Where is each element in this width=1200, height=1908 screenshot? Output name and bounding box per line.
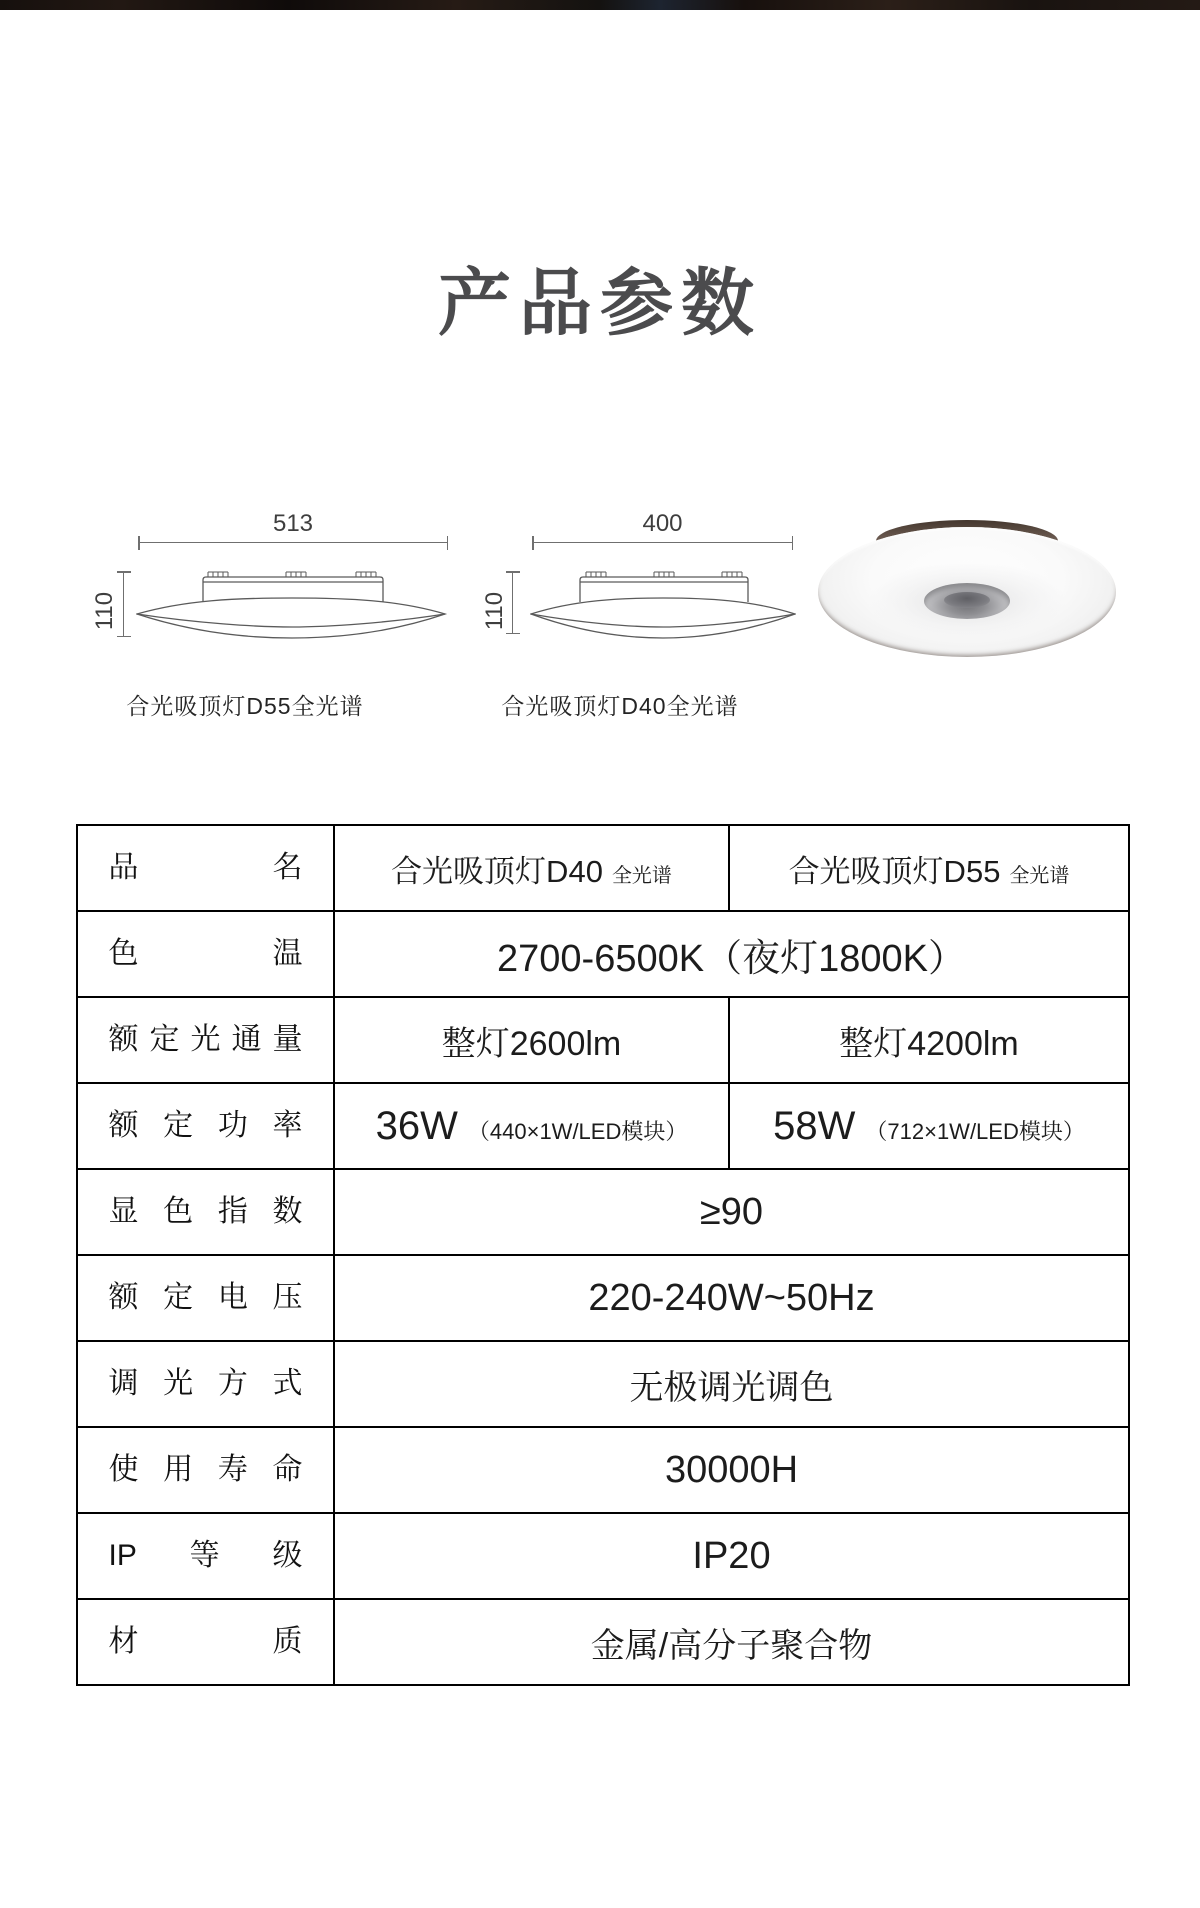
dimming-mode-value: 无极调光调色 xyxy=(629,1368,834,1407)
luminous-flux-d40: 整灯2600lm xyxy=(441,1024,622,1063)
row-label: 品名 xyxy=(108,851,303,884)
width-dimension-label: 400 xyxy=(642,510,683,537)
row-label: IP等级 xyxy=(108,1539,303,1572)
table-row xyxy=(77,1341,1129,1427)
width-dimension-line xyxy=(532,542,793,543)
width-dimension-line xyxy=(138,542,448,543)
row-label: 显色指数 xyxy=(108,1195,303,1228)
table-row xyxy=(77,1169,1129,1255)
row-label: 色温 xyxy=(108,937,303,970)
table-row xyxy=(77,825,1129,911)
drawing-caption-d40: 合光吸顶灯D40全光谱 xyxy=(501,693,739,719)
lamp-product-photo xyxy=(818,515,1116,663)
ip-rating-value: IP20 xyxy=(692,1534,771,1577)
dimension-drawing-d55 xyxy=(90,420,456,720)
row-label: 额定电压 xyxy=(108,1281,303,1314)
spec-table xyxy=(76,824,1130,1686)
product-name-d40: 合光吸顶灯D40 xyxy=(391,853,603,889)
photo-edge-strip xyxy=(0,0,1200,10)
lamp-outline-drawing xyxy=(136,568,448,644)
height-dimension-line xyxy=(512,571,513,634)
height-dimension-label: 110 xyxy=(481,591,508,631)
color-temperature-value: 2700-6500K（夜灯1800K） xyxy=(497,937,966,980)
table-row xyxy=(77,1513,1129,1599)
width-dimension-label: 513 xyxy=(272,510,314,537)
product-name-d40-note: 全光谱 xyxy=(611,864,672,887)
rated-power-d55-note: （712×1W/LED模块） xyxy=(865,1118,1085,1144)
height-dimension-line xyxy=(123,571,124,637)
drawing-caption-d55: 合光吸顶灯D55全光谱 xyxy=(126,693,364,719)
rated-power-d40: 36W xyxy=(375,1103,458,1148)
lamp-center-recess xyxy=(924,583,1010,619)
table-row xyxy=(77,911,1129,997)
material-value: 金属/高分子聚合物 xyxy=(590,1626,873,1665)
rated-power-d40-note: （440×1W/LED模块） xyxy=(467,1118,688,1144)
height-dimension-label: 110 xyxy=(91,591,118,631)
row-label: 使用寿命 xyxy=(108,1453,303,1486)
row-label: 材质 xyxy=(108,1625,303,1658)
table-row xyxy=(77,1083,1129,1169)
luminous-flux-d55: 整灯4200lm xyxy=(839,1024,1019,1063)
product-name-d55-note: 全光谱 xyxy=(1009,864,1070,887)
page-title: 产品参数 xyxy=(438,263,762,344)
product-name-d55: 合光吸顶灯D55 xyxy=(788,853,1001,889)
table-row xyxy=(77,1427,1129,1513)
spec-table-wrap xyxy=(76,824,1128,1686)
row-label: 额定光通量 xyxy=(108,1023,303,1056)
rated-power-d55: 58W xyxy=(773,1103,856,1148)
lamp-outline-drawing xyxy=(530,568,796,644)
dimension-drawing-d40 xyxy=(450,420,810,720)
rated-voltage-value: 220-240W~50Hz xyxy=(588,1276,875,1319)
table-row xyxy=(77,997,1129,1083)
lifespan-value: 30000H xyxy=(664,1448,799,1491)
row-label: 调光方式 xyxy=(108,1367,303,1400)
table-row xyxy=(77,1255,1129,1341)
row-label: 额定功率 xyxy=(108,1109,303,1142)
table-row xyxy=(77,1599,1129,1685)
cri-value: ≥90 xyxy=(699,1190,764,1233)
